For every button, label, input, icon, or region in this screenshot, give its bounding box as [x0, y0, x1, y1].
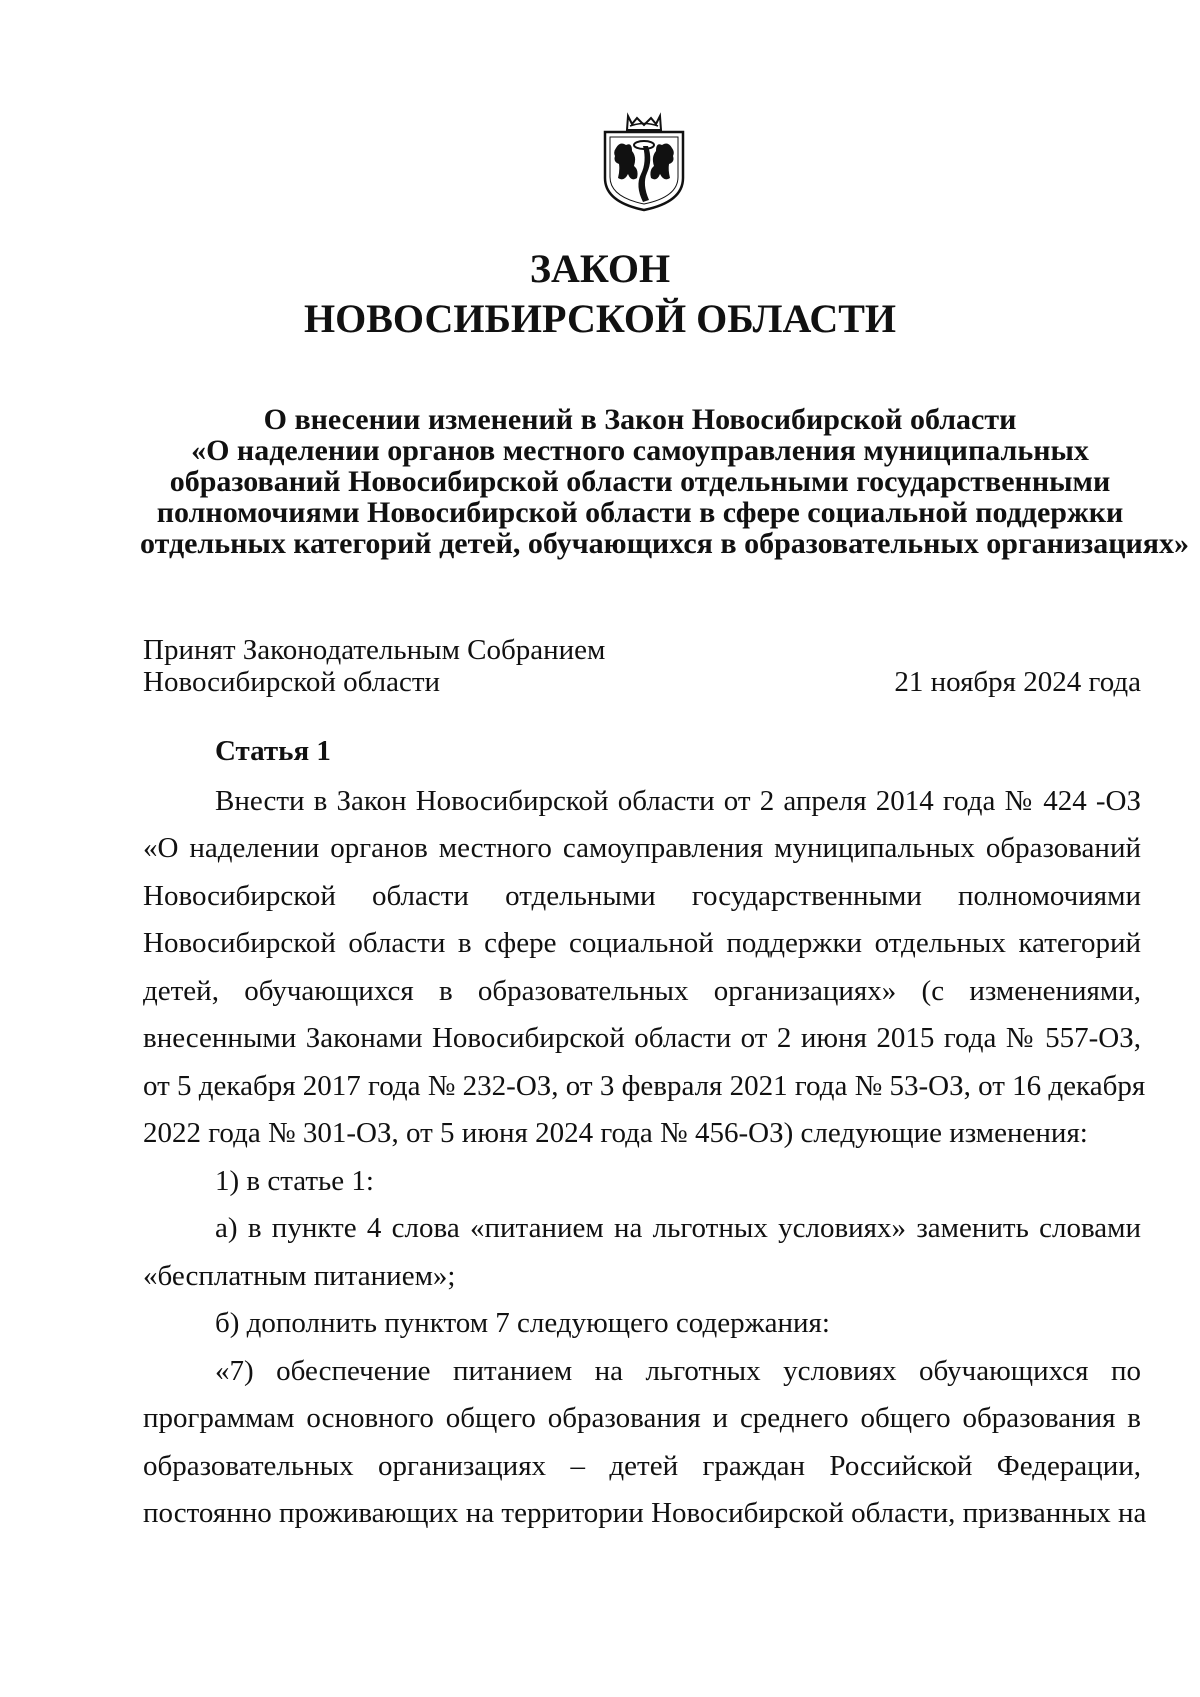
article-text-line: Внести в Закон Новосибирской области от 2 апреля 2014 года № 424 -ОЗ	[215, 785, 1141, 817]
article-text-line: 2022 года № 301-ОЗ, от 5 июня 2024 года № 456-ОЗ) следующие изменения:	[143, 1117, 1088, 1149]
novosibirsk-coat-of-arms-icon	[599, 112, 689, 212]
subject-line: отдельных категорий детей, обучающихся в образовательных организациях»	[140, 527, 1190, 560]
article-text-line: 1) в статье 1:	[215, 1165, 374, 1197]
accepted-by-line2: Новосибирской области	[143, 666, 441, 698]
article-text-line: от 5 декабря 2017 года № 232-ОЗ, от 3 февраля 2021 года № 53-ОЗ, от 16 декабря	[143, 1070, 1146, 1102]
acceptance-date: 21 ноября 2024 года	[894, 666, 1141, 698]
article-text-line: «бесплатным питанием»;	[143, 1260, 456, 1292]
article-text-line: детей, обучающихся в образовательных организациях» (с изменениями,	[143, 975, 1141, 1007]
law-subject	[140, 403, 1190, 560]
law-title-line2: НОВОСИБИРСКОЙ ОБЛАСТИ	[303, 296, 897, 341]
law-title-line1: ЗАКОН	[529, 246, 671, 291]
subject-line: образований Новосибирской области отдельными государственными	[169, 465, 1111, 498]
subject-line: «О наделении органов местного самоуправления муниципальных	[191, 434, 1089, 467]
article-text-line: постоянно проживающих на территории Новосибирской области, призванных на	[143, 1497, 1147, 1529]
article-text-line: Новосибирской области отдельными государственными полномочиями	[143, 880, 1141, 912]
subject-line: О внесении изменений в Закон Новосибирской области	[263, 403, 1017, 436]
article-text-line: внесенными Законами Новосибирской области от 2 июня 2015 года № 557-ОЗ,	[143, 1022, 1141, 1054]
subject-line: полномочиями Новосибирской области в сфере социальной поддержки	[156, 496, 1124, 529]
accepted-by-line1: Принят Законодательным Собранием	[143, 634, 606, 666]
article-heading: Статья 1	[215, 735, 331, 767]
article-text-line: Новосибирской области в сфере социальной поддержки отдельных категорий	[143, 927, 1141, 959]
article-text-line: «7) обеспечение питанием на льготных условиях обучающихся по	[215, 1355, 1141, 1387]
article-text-line: «О наделении органов местного самоуправления муниципальных образований	[143, 832, 1141, 864]
article-text-line: а) в пункте 4 слова «питанием на льготных условиях» заменить словами	[215, 1212, 1141, 1244]
article-text-line: программам основного общего образования и среднего общего образования в	[143, 1402, 1141, 1434]
article-text-line: образовательных организациях – детей граждан Российской Федерации,	[143, 1450, 1141, 1482]
article-text-line: б) дополнить пунктом 7 следующего содержания:	[215, 1307, 830, 1339]
